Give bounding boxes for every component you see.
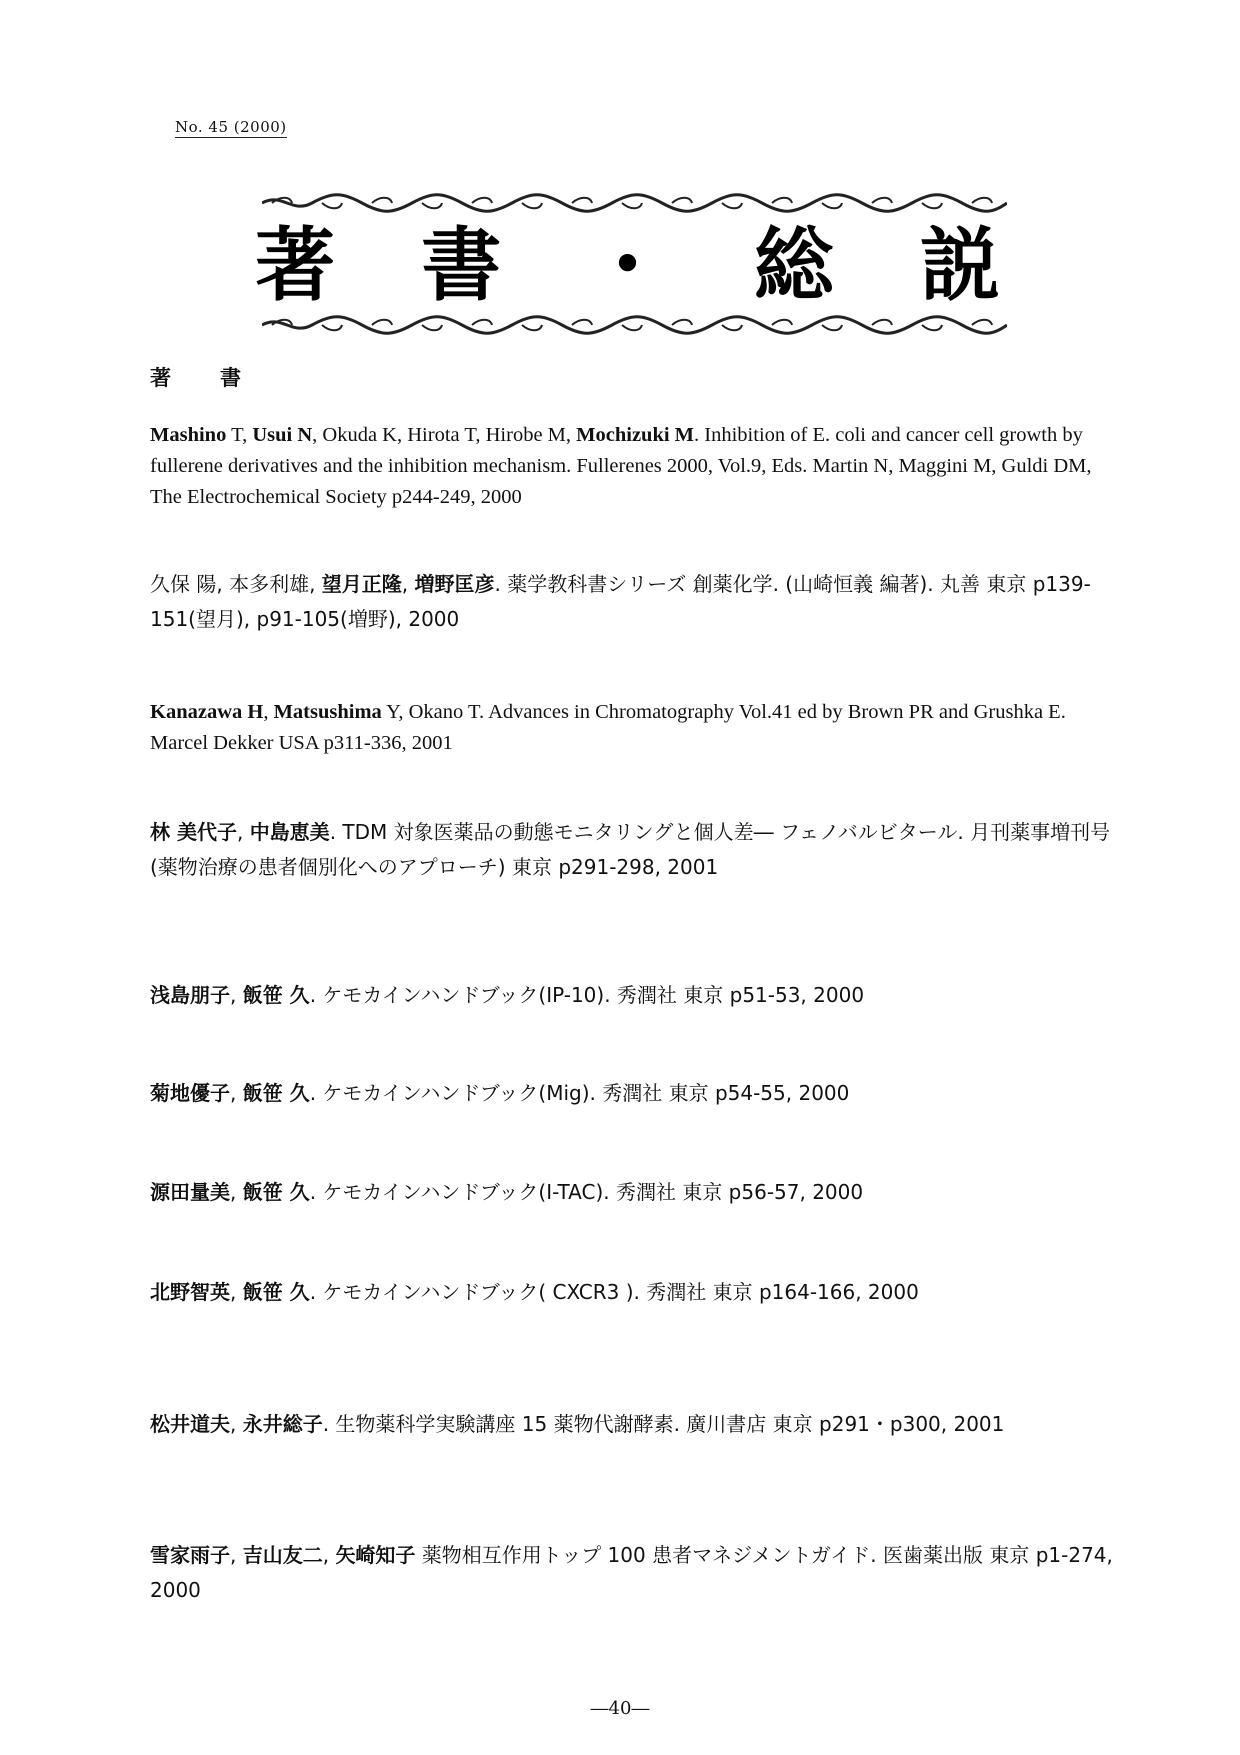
title-char-1: 著 [255, 219, 335, 312]
issue-label: No. 45 (2000) [175, 118, 287, 136]
section-heading: 著 書 [150, 366, 255, 390]
author-name: Mochizuki M [576, 424, 695, 446]
reference-entry [150, 1076, 1118, 1111]
citation-text: . TDM 対象医薬品の動態モニタリングと個人差― フェノバルビタール. 月刊薬事増刊号 (薬物治療の患者個別化へのアプローチ) 東京 p291-298, 2001 [150, 820, 1111, 879]
citation-text: , [230, 1180, 243, 1204]
citation-text: , [230, 1081, 243, 1105]
citation-text: . ケモカインハンドブック(IP-10). 秀潤社 東京 p51-53, 2000 [309, 983, 865, 1007]
citation-text: , [322, 1543, 336, 1567]
author-name: 源田量美 [150, 1180, 230, 1204]
reference-entry [150, 815, 1118, 885]
citation-text: . 薬学教科書シリーズ 創薬化学. (山崎恒義 編著). 丸善 東京 p139-151(望月), p91-105(増野), 2000 [150, 572, 1091, 631]
author-name: 永井総子 [242, 1412, 323, 1436]
reference-entry [150, 1275, 1118, 1310]
citation-text: , [230, 1543, 243, 1567]
author-name: 吉山友二 [242, 1543, 323, 1567]
citation-text: . Inhibition of E. coli and cancer cell growth by fullerene derivatives and the inhibition mechanism. Fullerenes 2000, Vol.9, Eds. Martin N, Maggini M, Guldi DM, The Electrochemical Society p244-249, 2000 [150, 424, 1092, 508]
reference-entry [150, 978, 1118, 1013]
author-name: 矢崎知子 [335, 1543, 416, 1567]
author-name: 浅島朋子 [150, 983, 230, 1007]
citation-text: , Okuda K, Hirota T, Hirobe M, [312, 424, 577, 446]
citation-text: , [230, 983, 243, 1007]
scroll-vine-ornament-icon [262, 314, 1007, 336]
author-name: 中島恵美 [249, 820, 330, 844]
author-name: Kanazawa H [150, 701, 264, 723]
page-title [255, 218, 1000, 314]
title-char-2: 書 [421, 219, 502, 312]
citation-text: . ケモカインハンドブック(I-TAC). 秀潤社 東京 p56-57, 2000 [309, 1180, 864, 1204]
author-name: 飯笹 久 [242, 1081, 310, 1105]
author-name: Usui N [252, 424, 313, 446]
citation-text: T, [226, 424, 253, 446]
reference-entry [150, 420, 1118, 513]
citation-text: . 生物薬科学実験講座 15 薬物代謝酵素. 廣川書店 東京 p291・p300, 2001 [322, 1412, 1005, 1436]
citation-text: Y, Okano T. Advances in Chromatography Vol.41 ed by Brown PR and Grushka E. Marcel Dekker USA p311-336, 2001 [150, 701, 1066, 754]
citation-text: , [230, 1412, 243, 1436]
author-name: Matsushima [273, 701, 382, 723]
author-name: 飯笹 久 [242, 983, 310, 1007]
author-name: Mashino [150, 424, 227, 446]
citation-text: 久保 陽, 本多利雄, [150, 572, 322, 596]
author-name: 飯笹 久 [242, 1280, 310, 1304]
citation-text: , [263, 701, 274, 723]
reference-entry [150, 567, 1118, 637]
author-name: 増野匡彦 [414, 572, 495, 596]
citation-text: , [236, 820, 250, 844]
page-number: ―40― [590, 1698, 650, 1719]
author-name: 林 美代子 [150, 820, 237, 844]
title-char-3: ・ [587, 219, 668, 312]
title-char-4: 総 [753, 219, 834, 312]
reference-entry [150, 1407, 1118, 1442]
reference-entry [150, 1175, 1118, 1210]
author-name: 雪家雨子 [150, 1543, 230, 1567]
author-name: 北野智英 [150, 1280, 230, 1304]
author-name: 菊地優子 [150, 1081, 230, 1105]
scroll-vine-ornament-icon [262, 192, 1007, 214]
citation-text: . ケモカインハンドブック(Mig). 秀潤社 東京 p54-55, 2000 [309, 1081, 850, 1105]
citation-text: . ケモカインハンドブック( CXCR3 ). 秀潤社 東京 p164-166, 2000 [309, 1280, 919, 1304]
reference-entry [150, 1538, 1118, 1608]
citation-text: 薬物相互作用トップ 100 患者マネジメントガイド. 医歯薬出版 東京 p1-274, 2000 [150, 1543, 1113, 1602]
author-name: 松井道夫 [150, 1412, 230, 1436]
reference-entry [150, 697, 1118, 759]
author-name: 飯笹 久 [242, 1180, 310, 1204]
author-name: 望月正隆 [321, 572, 402, 596]
citation-text: , [230, 1280, 243, 1304]
citation-text: , [401, 572, 415, 596]
title-char-5: 説 [920, 219, 1000, 312]
